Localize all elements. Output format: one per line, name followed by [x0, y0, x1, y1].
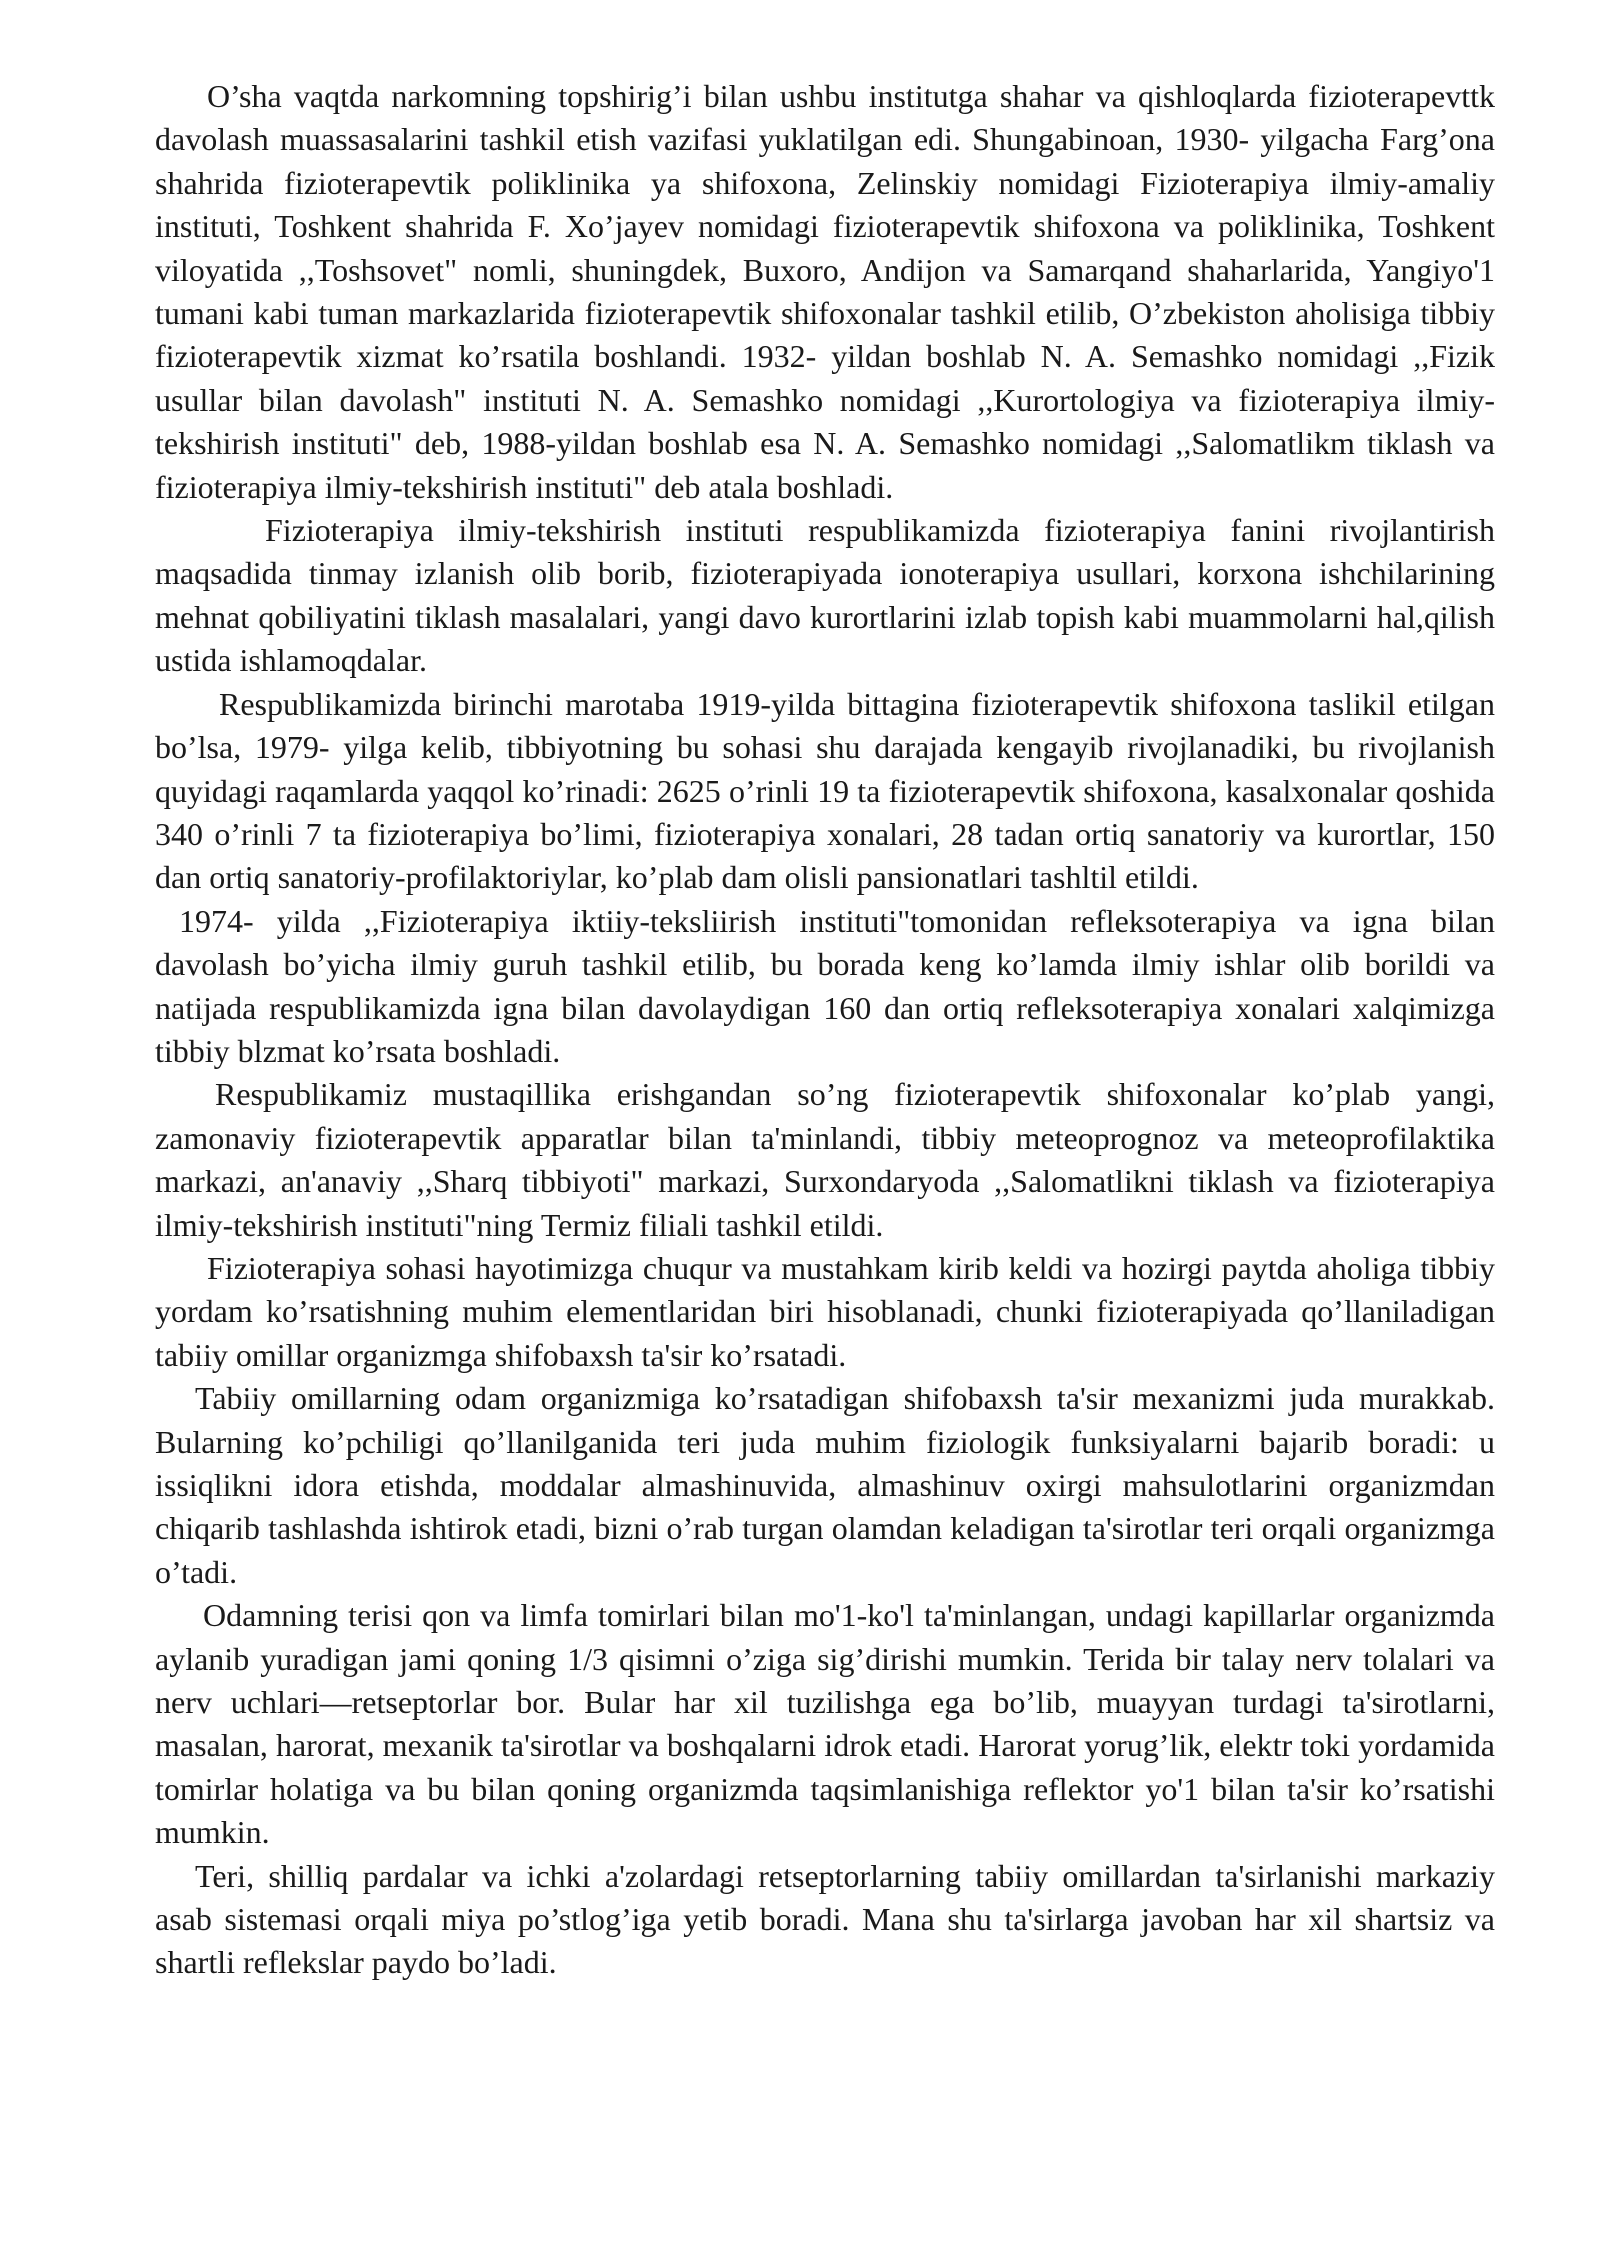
paragraph-independence: Respublikamiz mustaqillika erishgandan so’ng fizioterapevtik shifoxonalar ko’plab yangi, zamonaviy fizioterapevtik apparatlar bilan ta'minlandi, tibbiy meteoprognoz va meteoprofilaktika markazi, an'anaviy ,,Sharq tibbiyoti" markazi, Surxondaryoda ,,Salomatlikni tiklash va fizioterapiya ilmiy-tekshirish instituti"ning Termiz filiali tashkil etildi. — [155, 1076, 1495, 1243]
paragraph-development-statistics: Respublikamizda birinchi marotaba 1919-yilda bittagina fizioterapevtik shifoxona taslikil etilgan bo’lsa, 1979- yilga kelib, tibbiyotning bu sohasi shu darajada kengayib rivojlanadiki, bu rivojlanish quyidagi raqamlarda yaqqol ko’rinadi: 2625 o’rinli 19 ta fizioterapevtik shifoxona, kasalxonalar qoshida 340 o’rinli 7 ta fizioterapiya bo’limi, fizioterapiya xonalari, 28 tadan ortiq sanatoriy va kurortlar, 150 dan ortiq sanatoriy-profilaktoriylar, ko’plab dam olisli pansionatlari tashltil etildi. — [155, 685, 1495, 896]
paragraph-reflexes: Teri, shilliq pardalar va ichki a'zolardagi retseptorlarning tabiiy omillardan ta'sirlanishi markaziy asab sistemasi orqali miya po’stlog’iga yetib boradi. Mana shu ta'sirlarga javoban har xil shartsiz va shartli reflekslar paydo bo’ladi. — [155, 1857, 1495, 1981]
paragraph-institute-history: O’sha vaqtda narkomning topshirig’i bilan ushbu institutga shahar va qishloqlarda fizioterapevttk davolash muassasalarini tashkil etish vazifasi yuklatilgan edi. Shungabinoan, 1930- yilgacha Farg’ona shahrida fizioterapevtik poliklinika ya shifoxona, Zelinskiy nomidagi Fizioterapiya ilmiy-amaliy instituti, Toshkent shahrida F. Xo’jayev nomidagi fizioterapevtik shifoxona va poliklinika, Toshkent viloyatida ,,Toshsovet" nomli, shuningdek, Buxoro, Andijon va Samarqand shaharlarida, Yangiyo'1 tumani kabi tuman markazlarida fizioterapevtik shifoxonalar tashkil etilib, O’zbekiston aholisiga tibbiy fizioterapevtik xizmat ko’rsatila boshlandi. 1932- yildan boshlab N. A. Semashko nomidagi ,,Fizik usullar bilan davolash" instituti N. A. Semashko nomidagi ,,Kurortologiya va fizioterapiya ilmiy-tekshirish instituti" deb, 1988-yildan boshlab esa N. A. Semashko nomidagi ,,Salomatlikm tiklash va fizioterapiya ilmiy-tekshirish instituti" deb atala boshladi. — [155, 78, 1495, 505]
document-page — [155, 75, 1495, 1985]
paragraph-skin-vessels: Odamning terisi qon va limfa tomirlari bilan mo'1-ko'l ta'minlangan, undagi kapillarlar organizmda aylanib yuradigan jami qoning 1/3 qisimni o’ziga sig’dirishi mumkin. Terida bir talay nerv tolalari va nerv uchlari—retseptorlar bor. Bular har xil tuzilishga ega bo’lib, muayyan turdagi ta'sirotlarni, masalan, harorat, mexanik ta'sirotlar va boshqalarni idrok etadi. Harorat yorug’lik, elektr toki yordamida tomirlar holatiga va bu bilan qoning organizmda taqsimlanishiga reflektor yo'1 bilan ta'sir ko’rsatishi mumkin. — [155, 1597, 1495, 1851]
paragraph-natural-factors: Tabiiy omillarning odam organizmiga ko’rsatadigan shifobaxsh ta'sir mexanizmi juda murakkab. Bularning ko’pchiligi qo’llanilganida teri juda muhim fiziologik funksiyalarni bajarib boradi: u issiqlikni idora etishda, moddalar almashinuvida, almashinuv oxirgi mahsulotlarini organizmdan chiqarib tashlashda ishtirok etadi, bizni o’rab turgan olamdan keladigan ta'sirotlar teri orqali organizmga o’tadi. — [155, 1380, 1495, 1590]
paragraph-reflexotherapy: 1974- yilda ,,Fizioterapiya iktiiy-teksliirish instituti"tomonidan refleksoterapiya va igna bilan davolash bo’yicha ilmiy guruh tashkil etilib, bu borada keng ko’lamda ilmiy ishlar olib borildi va natijada respublikamizda igna bilan davolaydigan 160 dan ortiq refleksoterapiya xonalari xalqimizga tibbiy blzmat ko’rsata boshladi. — [155, 902, 1495, 1069]
paragraph-research-institute: Fizioterapiya ilmiy-tekshirish instituti respublikamizda fizioterapiya fanini rivojlantirish maqsadida tinmay izlanish olib borib, fizioterapiyada ionoterapiya usullari, korxona ishchilarining mehnat qobiliyatini tiklash masalalari, yangi davo kurortlarini izlab topish kabi muammolarni hal,qilish ustida ishlamoqdalar. — [155, 512, 1495, 679]
paragraph-physiotherapy-role: Fizioterapiya sohasi hayotimizga chuqur va mustahkam kirib keldi va hozirgi paytda aholiga tibbiy yordam ko’rsatishning muhim elementlaridan biri hisoblanadi, chunki fizioterapiyada qo’llaniladigan tabiiy omillar organizmga shifobaxsh ta'sir ko’rsatadi. — [155, 1249, 1495, 1373]
